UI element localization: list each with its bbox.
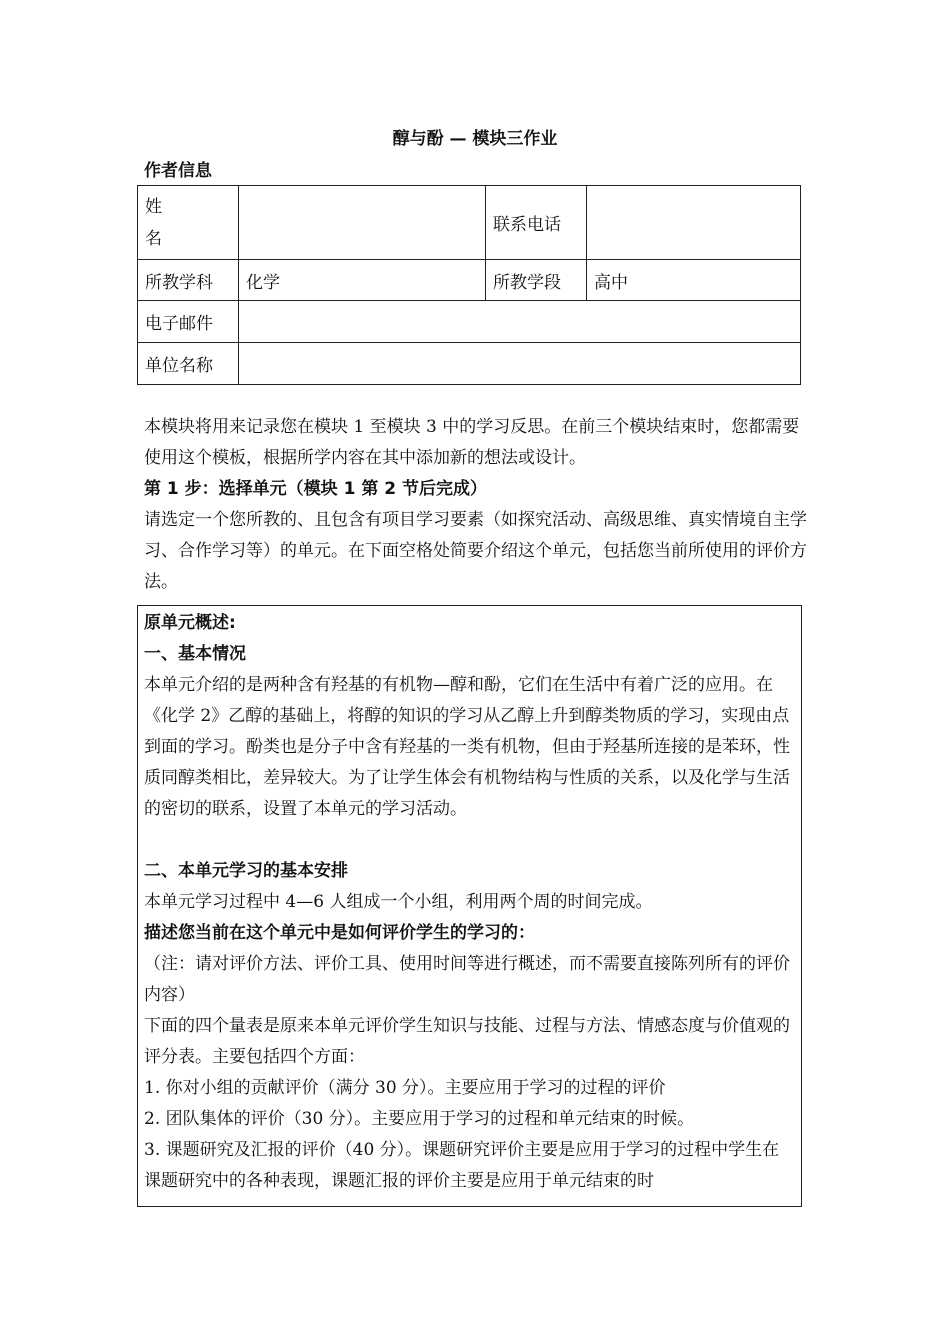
subject-label-cell: 所教学科 [138, 260, 239, 301]
org-value-cell[interactable] [239, 343, 801, 385]
email-label-cell: 电子邮件 [138, 301, 239, 343]
table-row [138, 186, 801, 260]
evaluation-item-2: 2. 团队集体的评价（30 分）。主要应用于学习的过程和单元结束的时候。 [144, 1109, 695, 1129]
evaluation-intro: 下面的四个量表是原来本单元评价学生知识与技能、过程与方法、情感态度与价值观的评分表。主要包括四个方面： [144, 1016, 790, 1067]
section1-heading: 一、基本情况 [144, 644, 246, 664]
unit-overview-box[interactable] [137, 605, 802, 1207]
phone-label-cell: 联系电话 [486, 186, 587, 260]
table-row [138, 343, 801, 385]
subject-value-cell[interactable]: 化学 [239, 260, 486, 301]
evaluation-item-1: 1. 你对小组的贡献评价（满分 30 分）。主要应用于学习的过程的评价 [144, 1078, 666, 1098]
name-label-line2: 名 [145, 228, 162, 249]
stage-label-cell: 所教学段 [486, 260, 587, 301]
intro-section [144, 412, 808, 598]
name-value-cell[interactable] [239, 186, 486, 260]
phone-value-cell[interactable] [587, 186, 801, 260]
page-title: 醇与酚 — 模块三作业 [392, 129, 558, 149]
evaluation-item-3: 3. 课题研究及汇报的评价（40 分）。课题研究评价主要是应用于学习的过程中学生在课题研究中的各种表现，课题汇报的评价主要是应用于单元结束的时 [144, 1140, 780, 1191]
table-row [138, 260, 801, 301]
name-label-cell [138, 186, 239, 260]
stage-value-cell[interactable]: 高中 [587, 260, 801, 301]
intro-paragraph: 本模块将用来记录您在模块 1 至模块 3 中的学习反思。在前三个模块结束时，您都需要使用这个模板，根据所学内容在其中添加新的想法或设计。 [144, 417, 800, 468]
org-label-cell: 单位名称 [138, 343, 239, 385]
author-info-heading: 作者信息 [144, 161, 212, 181]
section2-text: 本单元学习过程中 4—6 人组成一个小组，利用两个周的时间完成。 [144, 892, 653, 912]
blank-line [144, 825, 795, 856]
name-label-line1: 姓 [145, 196, 162, 217]
evaluation-note: （注：请对评价方法、评价工具、使用时间等进行概述，而不需要直接陈列所有的评价内容） [144, 954, 790, 1005]
overview-heading: 原单元概述: [144, 613, 236, 633]
section1-text: 本单元介绍的是两种含有羟基的有机物—醇和酚，它们在生活中有着广泛的应用。在《化学 2》乙醇的基础上，将醇的知识的学习从乙醇上升到醇类物质的学习，实现由点到面的学习。酚类也是分子中含有羟基的一类有机物，但由于羟基所连接的是苯环，性质同醇类相比，差异较大。为了让学生体会有机物结构与性质的关系，以及化学与生活的密切的联系，设置了本单元的学习活动。 [144, 675, 790, 819]
step1-instructions: 请选定一个您所教的、且包含有项目学习要素（如探究活动、高级思维、真实情境自主学习、合作学习等）的单元。在下面空格处简要介绍这个单元，包括您当前所使用的评价方法。 [144, 510, 807, 592]
step1-heading: 第 1 步：选择单元（模块 1 第 2 节后完成） [144, 479, 487, 499]
email-value-cell[interactable] [239, 301, 801, 343]
table-row [138, 301, 801, 343]
author-info-table [137, 185, 801, 385]
section2-heading: 二、本单元学习的基本安排 [144, 861, 348, 881]
evaluation-heading: 描述您当前在这个单元中是如何评价学生的学习的： [144, 923, 535, 943]
